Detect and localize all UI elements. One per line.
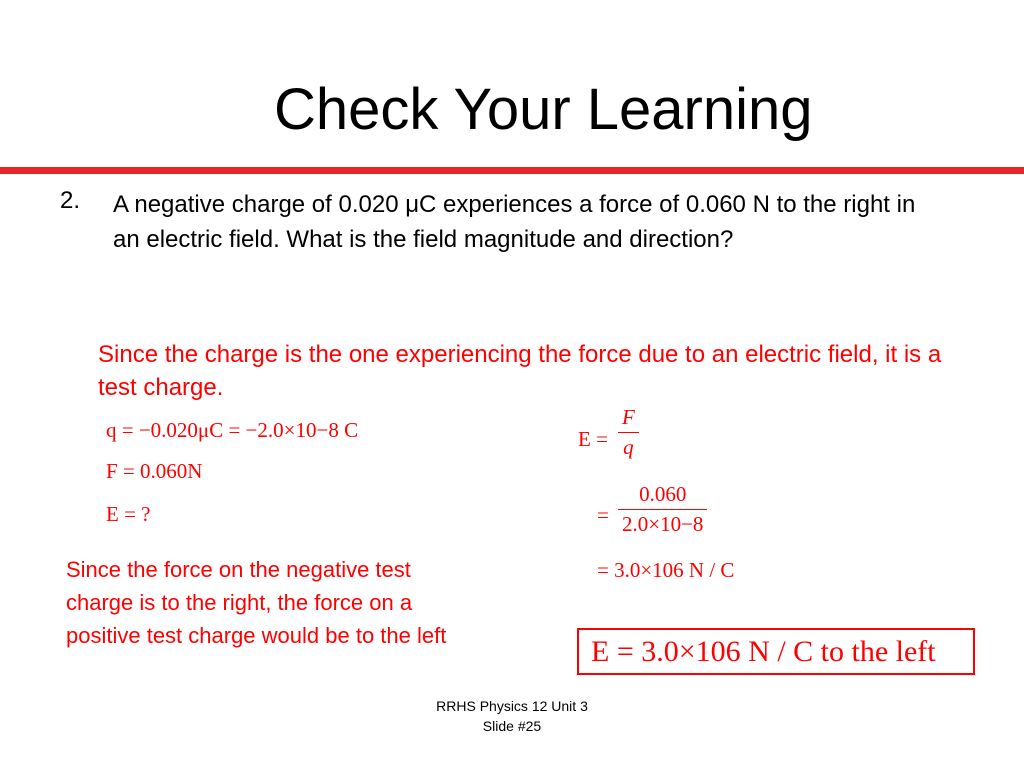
substitution-fraction (618, 482, 707, 537)
formula-numerator: F (622, 405, 635, 429)
solution-equals: = (597, 503, 609, 527)
footer-course: RRHS Physics 12 Unit 3 (436, 698, 588, 714)
given-charge-text: q = −0.020μC = −2.0×10−8 C (106, 418, 359, 442)
note-test-charge: Since the charge is the one experiencing the force due to an electric field, it is a test charge. (98, 341, 942, 401)
slide-title: Check Your Learning (274, 77, 813, 142)
slide-footer (380, 696, 644, 736)
substitution-denominator: 2.0×10−8 (622, 512, 704, 536)
final-answer-box (577, 628, 975, 675)
question-text: A negative charge of 0.020 μC experiences a force of 0.060 N to the right in an electric field. What is the field magnitude and direction? (113, 191, 916, 253)
note-direction: Since the force on the negative test charge is to the right, the force on a positive test charge would be to the left (66, 557, 447, 648)
solution-lhs: E = (578, 427, 608, 451)
solution-result: = 3.0×106 N / C (597, 558, 735, 582)
given-charge (106, 418, 358, 443)
final-answer-text: E = 3.0×106 N / C to the left (591, 635, 936, 668)
title-divider-rule (0, 167, 1024, 174)
given-field-unknown: E = ? (106, 502, 151, 526)
formula-fraction (618, 405, 639, 460)
footer-slide-number: Slide #25 (482, 718, 542, 734)
substitution-numerator: 0.060 (639, 482, 687, 506)
formula-denominator: q (623, 435, 634, 459)
question-number: 2. (60, 187, 81, 214)
given-force: F = 0.060N (106, 459, 203, 483)
